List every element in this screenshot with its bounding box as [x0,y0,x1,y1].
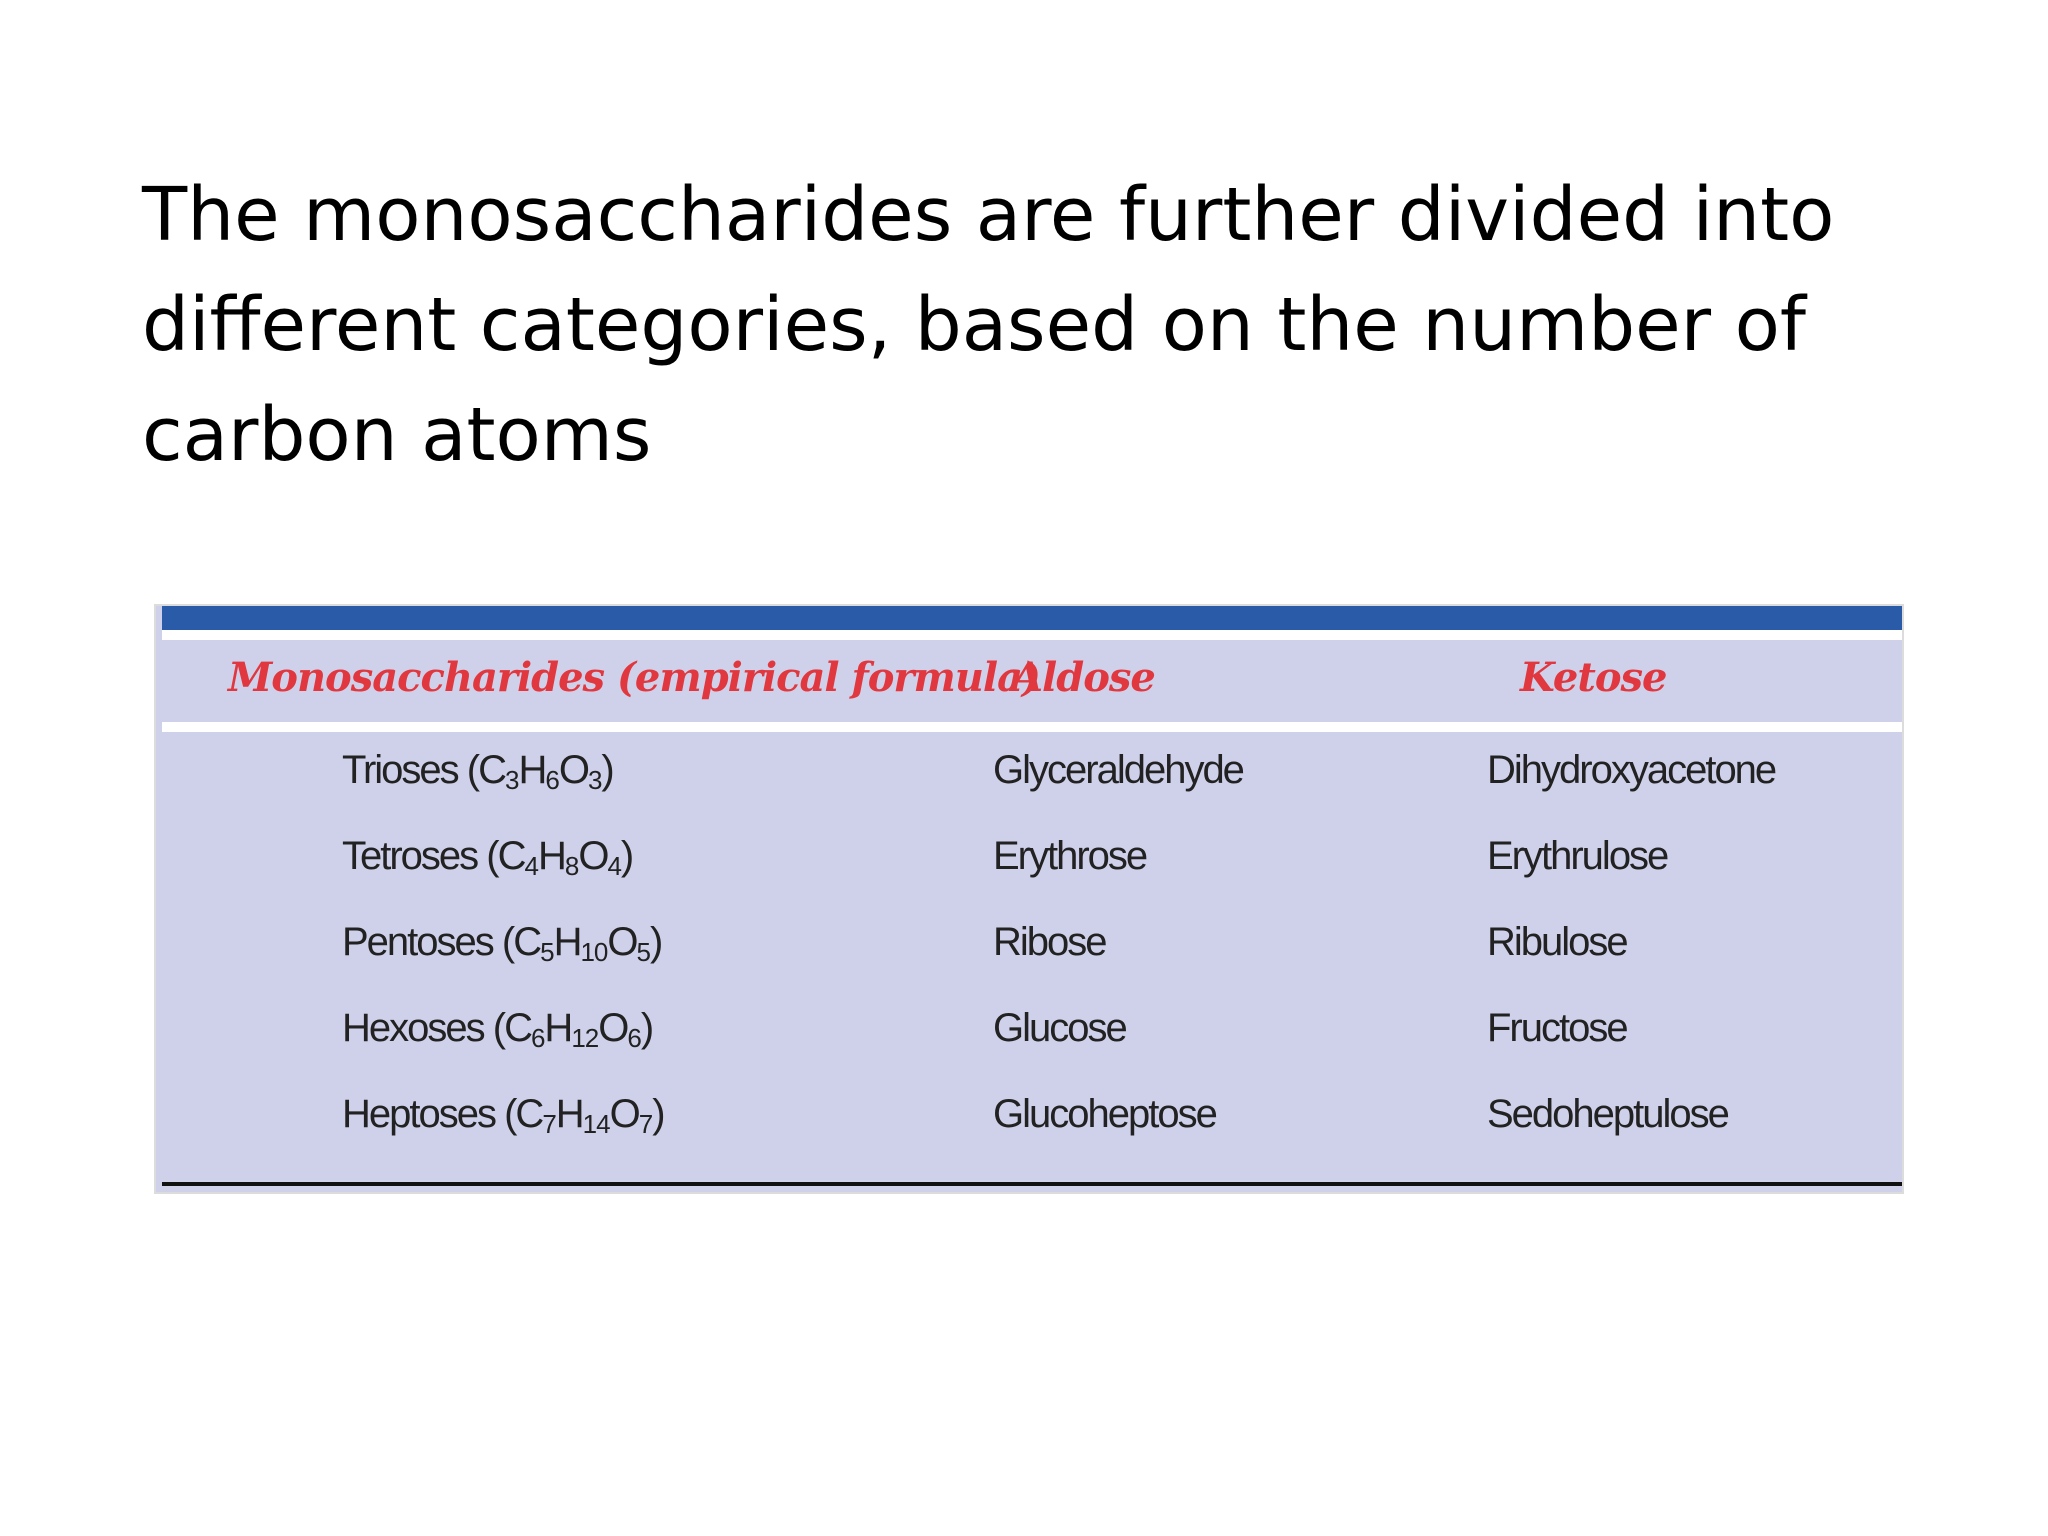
carbon-count: 7 [542,1109,556,1139]
table-top-gap [162,630,1902,640]
header-ketose: Ketose [1520,654,1667,701]
oxygen-count: 7 [638,1109,653,1139]
hydrogen-count: 14 [582,1109,610,1139]
monosaccharide-cell: Pentoses $(C_5H_{10}O_5)$ [342,920,662,967]
slide-title: The monosaccharides are further divided into different categories, based on the number of carbon atoms [142,172,1835,478]
hydrogen-symbol: H [555,1092,583,1136]
oxygen-symbol: O [607,920,637,964]
oxygen-symbol: O [609,1092,639,1136]
oxygen-symbol: O [598,1006,628,1050]
oxygen-count: 5 [636,937,650,967]
header-monosaccharides: Monosaccharides (empirical formula) [228,654,1040,701]
oxygen-count: 4 [607,851,621,881]
hydrogen-count: 8 [564,851,579,881]
monosaccharide-name: Heptoses [342,1092,495,1136]
hydrogen-count: 10 [580,937,608,967]
oxygen-symbol: O [578,834,608,878]
table-row [162,1076,1902,1162]
carbon-symbol: C [513,920,541,964]
aldose-cell: Glyceraldehyde [993,748,1243,792]
carbon-count: 6 [530,1023,545,1053]
ketose-cell: Sedoheptulose [1487,1092,1728,1136]
carbon-symbol: C [478,748,505,792]
table-header-row [162,640,1902,722]
aldose-cell: Glucose [993,1006,1126,1050]
table-top-bar [162,606,1902,630]
carbon-count: 5 [540,937,554,967]
ketose-cell: Ribulose [1487,920,1627,964]
aldose-cell: Ribose [993,920,1106,964]
monosaccharide-cell: Trioses $(C_3H_6O_3)$ [342,748,613,795]
carbon-count: 3 [504,765,519,795]
oxygen-count: 3 [587,765,602,795]
carbon-symbol: C [497,834,525,878]
aldose-cell: Erythrose [993,834,1147,878]
monosaccharide-name: Tetroses [342,834,478,878]
table-bottom-rule [162,1182,1902,1186]
monosaccharide-name: Hexoses [342,1006,484,1050]
table-row [162,990,1902,1076]
hydrogen-symbol: H [553,920,581,964]
table-row [162,732,1902,818]
ketose-cell: Dihydroxyacetone [1487,748,1776,792]
carbon-symbol: C [504,1006,531,1050]
monosaccharide-cell: Heptoses $(C_7H_{14}O_7)$ [342,1092,664,1139]
ketose-cell: Erythrulose [1487,834,1668,878]
monosaccharide-name: Pentoses [342,920,493,964]
table-row [162,818,1902,904]
carbon-symbol: C [515,1092,543,1136]
hydrogen-symbol: H [544,1006,572,1050]
header-separator [162,722,1902,732]
oxygen-symbol: O [558,748,588,792]
oxygen-count: 6 [627,1023,641,1053]
header-aldose: Aldose [1012,654,1155,701]
hydrogen-count: 6 [545,765,559,795]
hydrogen-symbol: H [537,834,565,878]
hydrogen-count: 12 [571,1023,599,1053]
ketose-cell: Fructose [1487,1006,1627,1050]
hydrogen-symbol: H [518,748,546,792]
carbon-count: 4 [524,851,538,881]
monosaccharide-name: Trioses [342,748,458,792]
monosaccharide-cell: Hexoses $(C_6H_{12}O_6)$ [342,1006,653,1053]
aldose-cell: Glucoheptose [993,1092,1216,1136]
monosaccharide-cell: Tetroses $(C_4H_8O_4)$ [342,834,633,881]
table-row [162,904,1902,990]
monosaccharide-table [156,606,1902,1192]
